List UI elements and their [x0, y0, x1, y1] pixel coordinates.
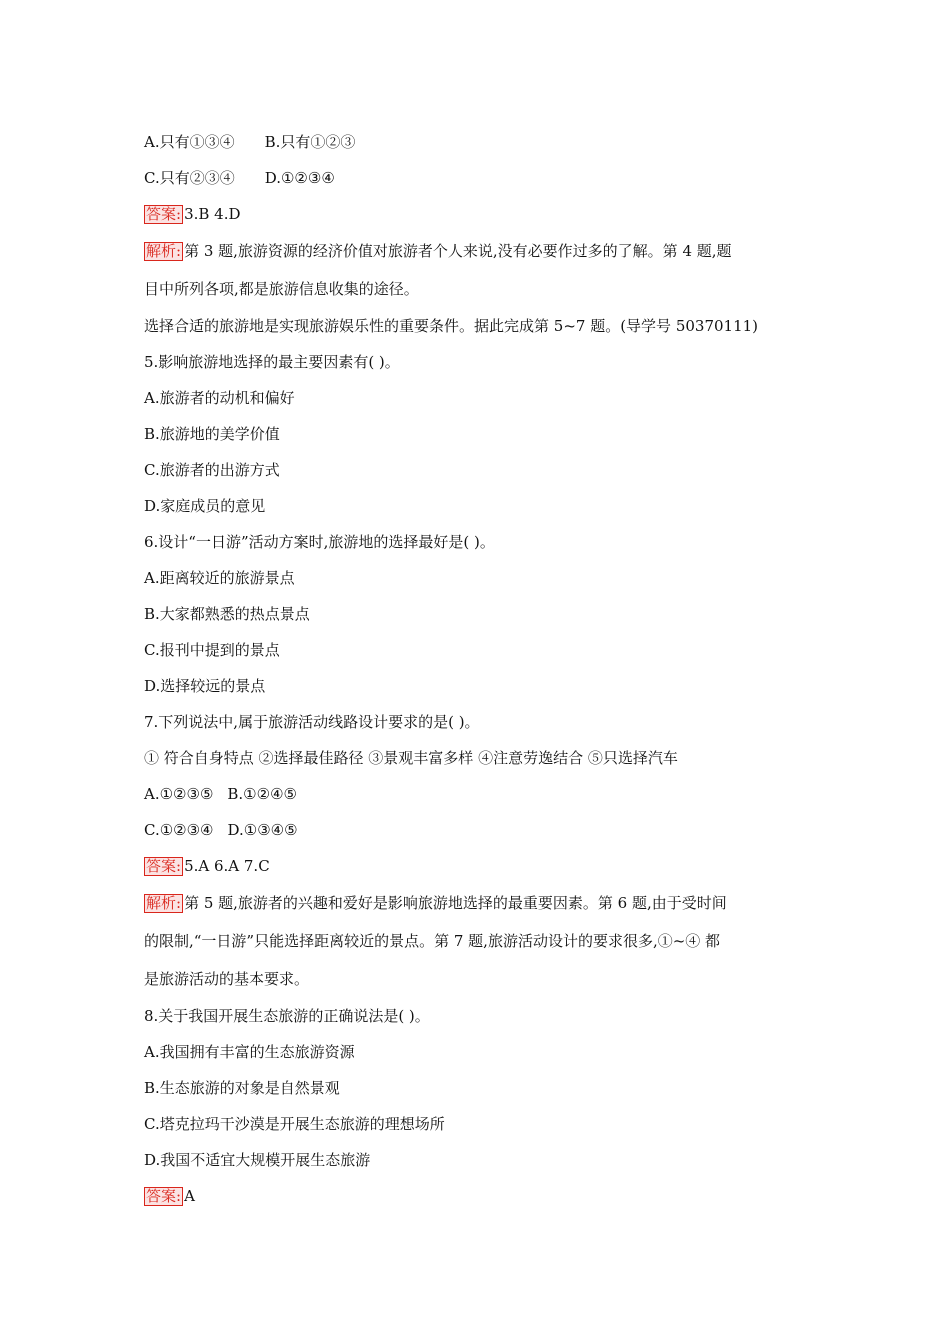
question-6-option-b: B.大家都熟悉的热点景点 [144, 605, 310, 623]
question-6-option-a: A.距离较近的旅游景点 [144, 569, 295, 587]
analysis-line-2-cont-2 [144, 960, 816, 998]
question-5-stem: 5.影响旅游地选择的最主要因素有( )。 [144, 353, 400, 371]
question-6-stem: 6.设计“一日游”活动方案时,旅游地的选择最好是( )。 [144, 533, 495, 551]
intro-text: 选择合适的旅游地是实现旅游娱乐性的重要条件。据此完成第 5~7 题。(导学号 50370111) [144, 317, 759, 335]
document-page [144, 124, 816, 1214]
answer-line-3 [144, 1178, 816, 1214]
question-8-option-d: D.我国不适宜大规模开展生态旅游 [144, 1151, 371, 1169]
analysis-text-2: 目中所列各项,都是旅游信息收集的途径。 [144, 280, 419, 298]
question-7-options-cd [144, 812, 816, 848]
question-7-stem: 7.下列说法中,属于旅游活动线路设计要求的是( )。 [144, 713, 480, 731]
question-5-option-c: C.旅游者的出游方式 [144, 461, 280, 479]
question-5-option-b: B.旅游地的美学价值 [144, 425, 280, 443]
question-7-option-b: B.①②④⑤ [227, 785, 297, 803]
answer-text-3: A [184, 1187, 195, 1205]
answer-text: 3.B 4.D [184, 205, 241, 223]
question-7-options-ab [144, 776, 816, 812]
analysis-line-2 [144, 884, 816, 922]
question-8-option-a: A.我国拥有丰富的生态旅游资源 [144, 1043, 355, 1061]
options-row-cd [144, 160, 816, 196]
answer-tag: 答案: [146, 205, 182, 223]
question-6-option-c: C.报刊中提到的景点 [144, 641, 280, 659]
answer-tag-3: 答案: [146, 1187, 182, 1205]
question-7-option-d: D.①③④⑤ [227, 821, 298, 839]
analysis-text-1: 第 3 题,旅游资源的经济价值对旅游者个人来说,没有必要作过多的了解。第 4 题,题 [184, 242, 732, 260]
analysis-tag: 解析: [146, 242, 182, 260]
option-b: B.只有①②③ [264, 133, 356, 151]
analysis-2-text-2: 的限制,“一日游”只能选择距离较近的景点。第 7 题,旅游活动设计的要求很多,①~④ 都 [144, 932, 721, 950]
analysis-2-text-1: 第 5 题,旅游者的兴趣和爱好是影响旅游地选择的最重要因素。第 6 题,由于受时间 [184, 894, 727, 912]
question-5-option-a: A.旅游者的动机和偏好 [144, 389, 295, 407]
answer-line [144, 196, 816, 232]
analysis-2-text-3: 是旅游活动的基本要求。 [144, 970, 310, 988]
options-row-ab [144, 124, 816, 160]
answer-text-2: 5.A 6.A 7.C [184, 857, 270, 875]
analysis-line [144, 232, 816, 270]
question-7-option-a: A.①②③⑤ [144, 785, 214, 803]
question-7-items: ① 符合自身特点 ②选择最佳路径 ③景观丰富多样 ④注意劳逸结合 ⑤只选择汽车 [144, 749, 678, 767]
answer-tag-2: 答案: [146, 857, 182, 875]
option-a: A.只有①③④ [144, 133, 235, 151]
question-8-option-b: B.生态旅游的对象是自然景观 [144, 1079, 340, 1097]
question-8-stem: 8.关于我国开展生态旅游的正确说法是( )。 [144, 1007, 430, 1025]
analysis-line-cont [144, 270, 816, 308]
question-5-option-d: D.家庭成员的意见 [144, 497, 266, 515]
option-d: D.①②③④ [264, 169, 335, 187]
question-6-option-d: D.选择较远的景点 [144, 677, 266, 695]
answer-line-2 [144, 848, 816, 884]
analysis-tag-2: 解析: [146, 894, 182, 912]
question-7-option-c: C.①②③④ [144, 821, 214, 839]
analysis-line-2-cont [144, 922, 816, 960]
option-c: C.只有②③④ [144, 169, 235, 187]
question-8-option-c: C.塔克拉玛干沙漠是开展生态旅游的理想场所 [144, 1115, 445, 1133]
